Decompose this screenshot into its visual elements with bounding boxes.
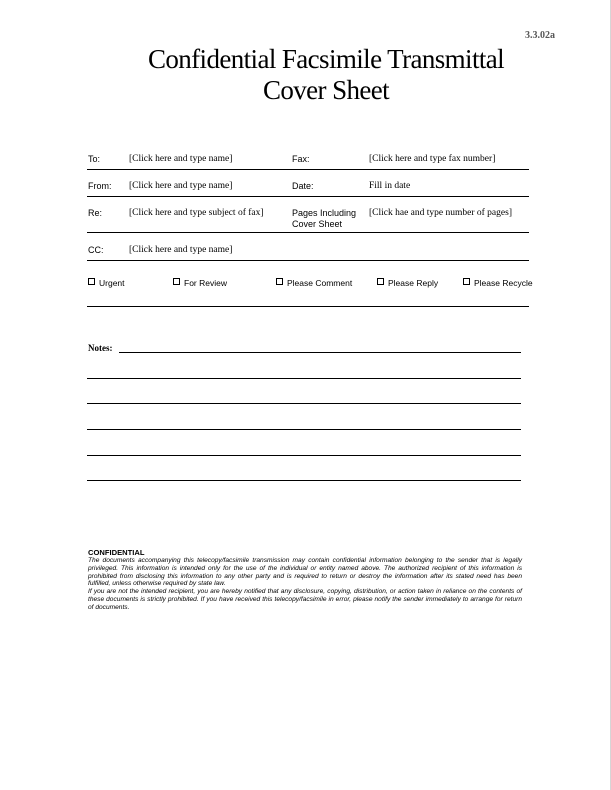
notes-line[interactable] xyxy=(87,429,521,430)
pages-field[interactable]: [Click hae and type number of pages] xyxy=(369,208,512,218)
checkbox-label: Please Recycle xyxy=(474,278,533,288)
checkbox-divider xyxy=(87,306,529,307)
confidential-heading: CONFIDENTIAL xyxy=(88,548,145,557)
notes-line[interactable] xyxy=(119,352,521,353)
disclaimer-paragraph: The documents accompanying this telecopy/facsimile transmission may contain confidential information belonging to the sender that is legally privileged. This information is intended only for the use of the individual or entity named above. The authorized recipient of this information is prohibited from disclosing this information to any other party and is required to return or destroy the information after its stated need has been fulfilled, unless otherwise required by state law. xyxy=(88,557,522,588)
re-label: Re: xyxy=(88,208,103,218)
urgent-checkbox[interactable] xyxy=(88,278,125,288)
checkbox-icon xyxy=(173,278,180,285)
from-field[interactable]: [Click here and type name] xyxy=(129,181,233,191)
checkbox-icon xyxy=(377,278,384,285)
checkbox-icon xyxy=(88,278,95,285)
please-reply-checkbox[interactable] xyxy=(377,278,438,288)
date-field[interactable]: Fill in date xyxy=(369,181,411,191)
page-subtitle: Cover Sheet xyxy=(262,75,390,105)
notes-line[interactable] xyxy=(87,480,521,481)
checkbox-label: Please Comment xyxy=(287,278,353,288)
disclaimer-paragraph: If you are not the intended recipient, you are hereby notified that any disclosure, copying, distribution, or action taken in reliance on the contents of these documents is strictly prohibited. If you have received this telecopy/facsimile in error, please notify the sender immediately to arrange for return of documents. xyxy=(88,588,522,611)
checkbox-icon xyxy=(463,278,470,285)
row-divider xyxy=(87,196,529,197)
confidentiality-notice xyxy=(88,548,522,612)
cc-label: CC: xyxy=(88,245,104,255)
pages-label-line2: Cover Sheet xyxy=(292,219,343,229)
re-field[interactable]: [Click here and type subject of fax] xyxy=(129,208,264,218)
notes-line[interactable] xyxy=(87,378,521,379)
from-label: From: xyxy=(88,181,112,191)
checkbox-label: Please Reply xyxy=(388,278,439,288)
fax-field[interactable]: [Click here and type fax number] xyxy=(369,154,496,164)
please-recycle-checkbox[interactable] xyxy=(463,278,533,288)
date-label: Date: xyxy=(292,181,314,191)
fax-label: Fax: xyxy=(292,154,310,164)
to-label: To: xyxy=(88,154,101,164)
for-review-checkbox[interactable] xyxy=(173,278,227,288)
to-field[interactable]: [Click here and type name] xyxy=(129,154,233,164)
checkbox-icon xyxy=(276,278,283,285)
page-title: Confidential Facsimile Transmittal xyxy=(147,44,505,74)
notes-line[interactable] xyxy=(87,455,521,456)
form-code: 3.3.02a xyxy=(525,30,555,41)
notes-line[interactable] xyxy=(87,403,521,404)
pages-label-line1: Pages Including xyxy=(292,208,357,218)
row-divider xyxy=(87,260,529,261)
please-comment-checkbox[interactable] xyxy=(276,278,352,288)
cc-field[interactable]: [Click here and type name] xyxy=(129,245,233,255)
checkbox-label: For Review xyxy=(184,278,227,288)
checkbox-label: Urgent xyxy=(99,278,125,288)
row-divider xyxy=(87,169,529,170)
row-divider xyxy=(87,232,529,233)
notes-label: Notes: xyxy=(88,343,113,353)
